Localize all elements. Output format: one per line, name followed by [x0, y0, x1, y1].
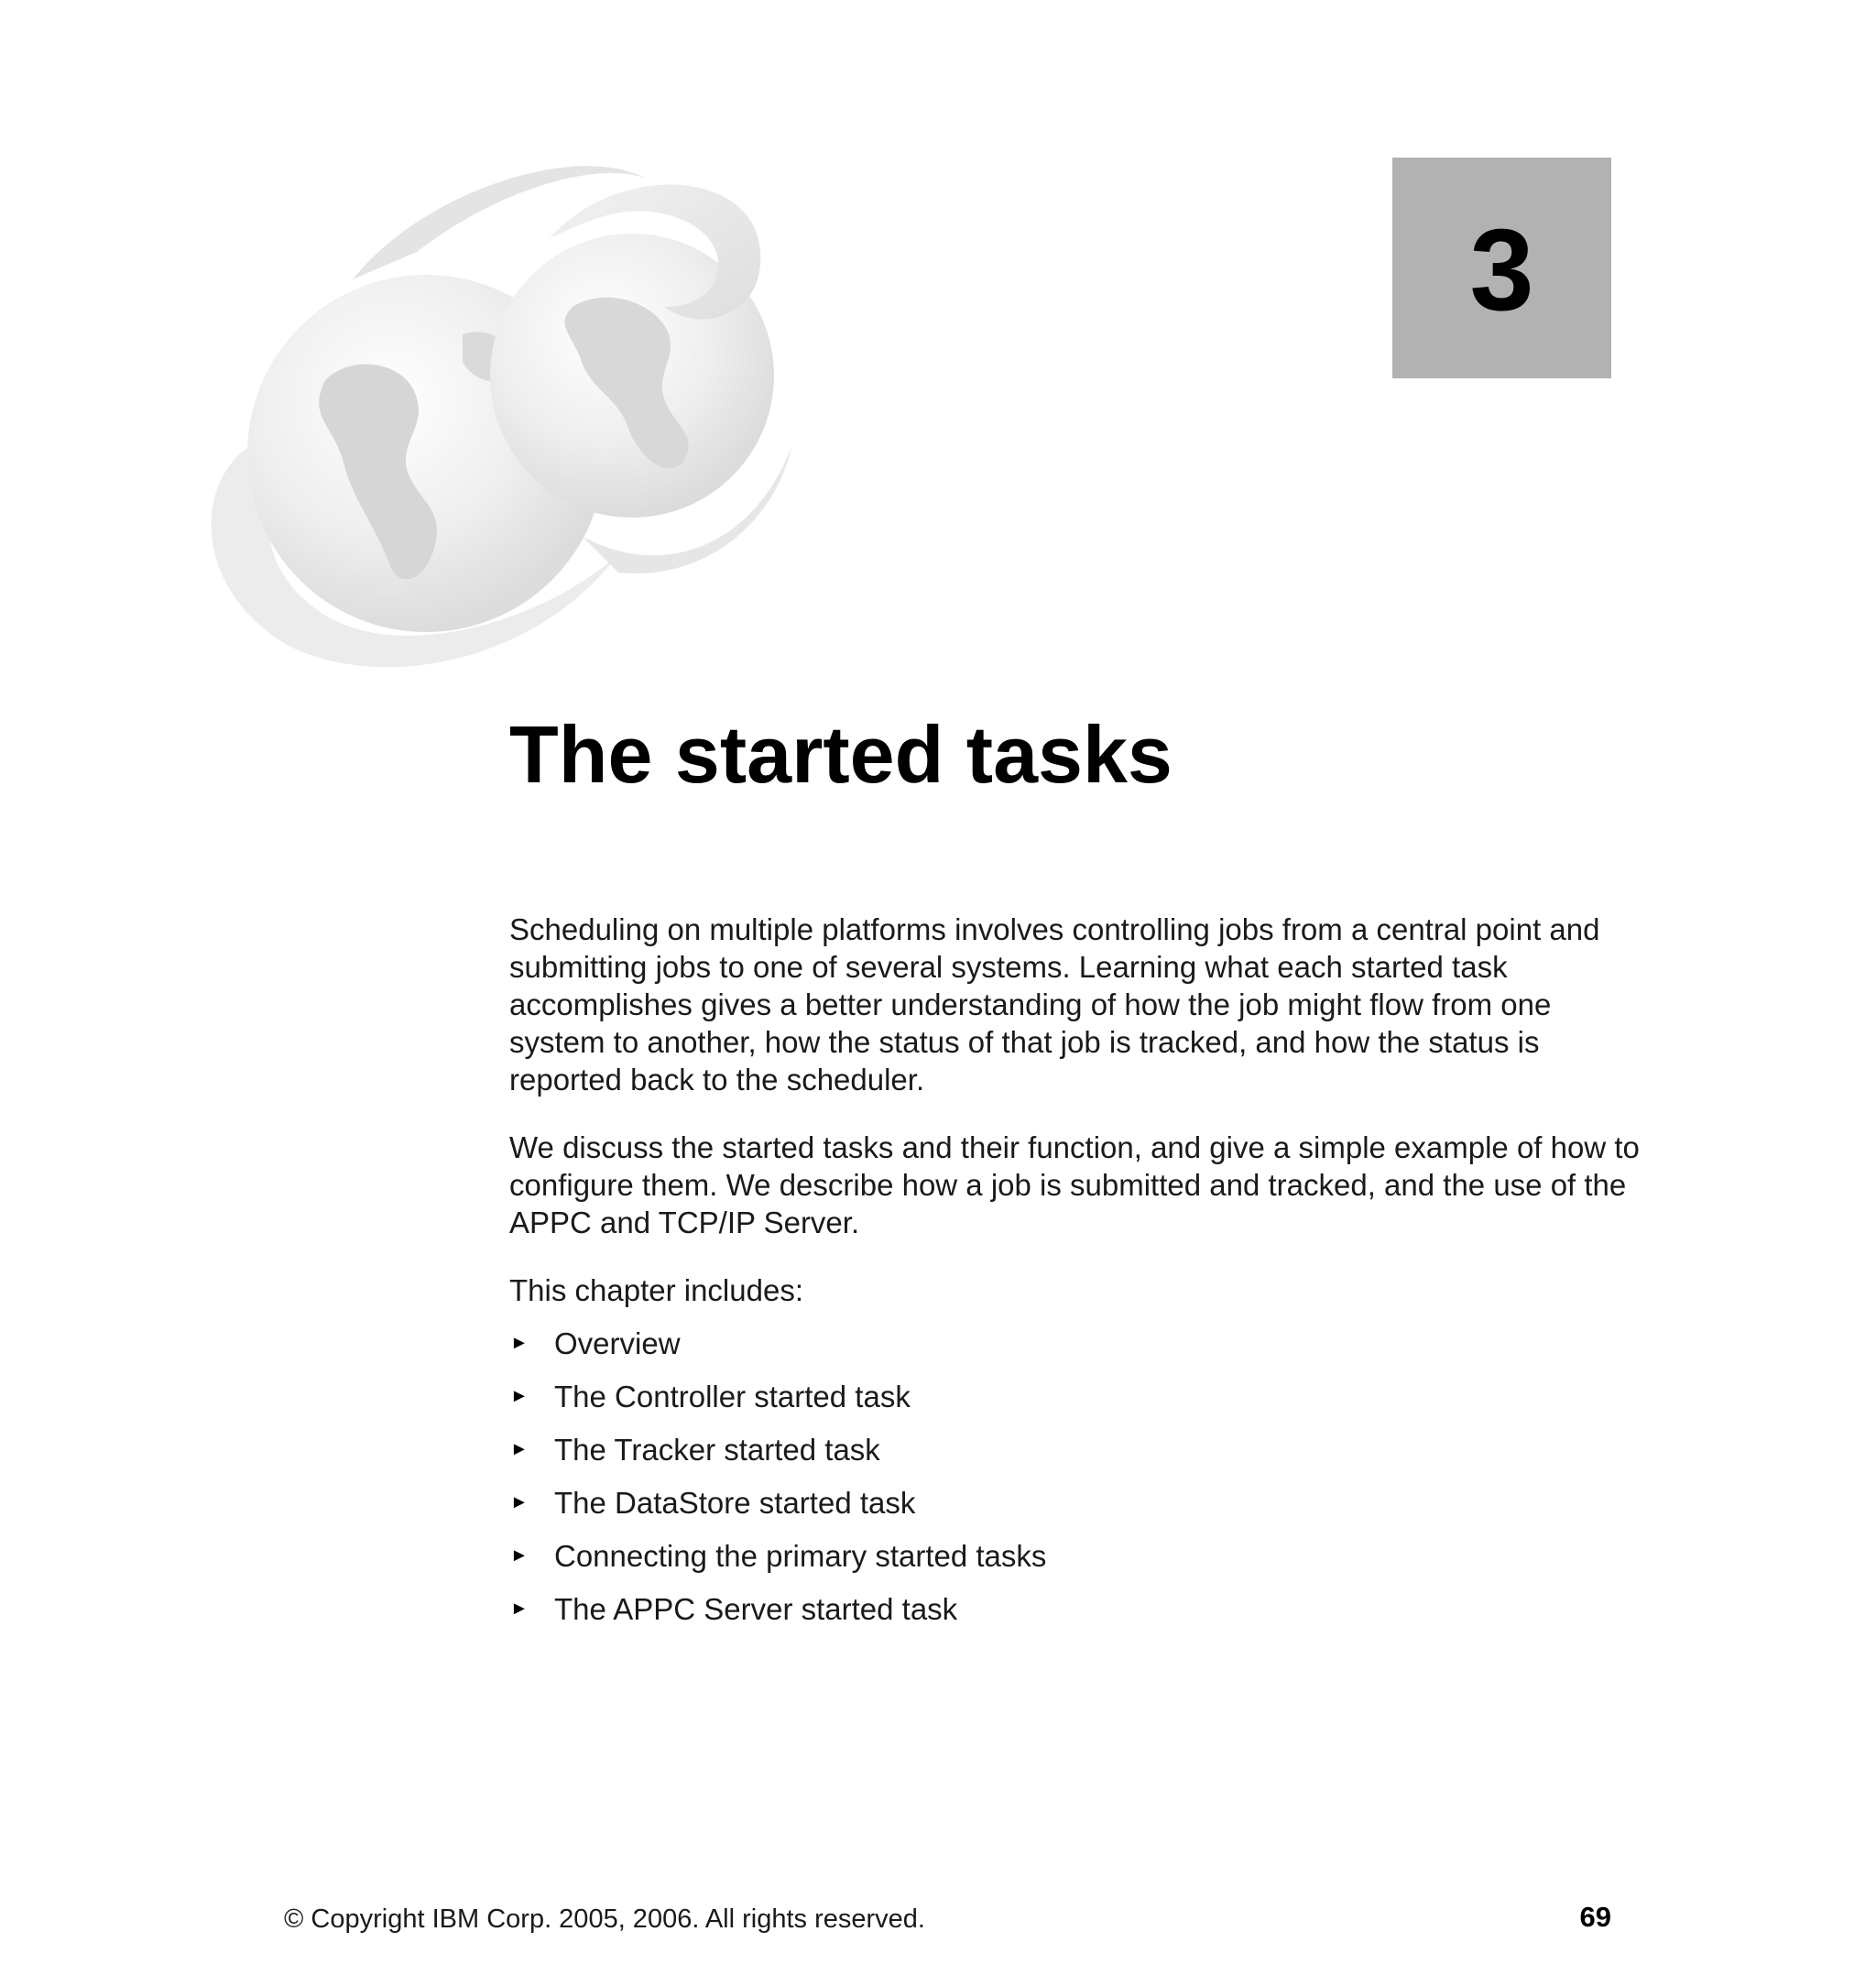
list-item	[509, 1378, 1654, 1415]
list-item	[509, 1431, 1654, 1468]
list-item	[509, 1590, 1654, 1628]
list-item-label: The Tracker started task	[554, 1433, 880, 1467]
bullet-triangle-icon: ►	[510, 1333, 529, 1353]
globe-swirl-logo-icon	[188, 151, 829, 682]
list-item-label: The Controller started task	[554, 1380, 911, 1413]
list-intro: This chapter includes:	[509, 1273, 803, 1307]
bullet-triangle-icon: ►	[510, 1386, 529, 1406]
intro-paragraph: Scheduling on multiple platforms involves controlling jobs from a central point and submitting jobs to one of several systems. Learning what each started task accomplishes gives a better understanding of how the job might flow from one system to another, how the status of that job is tracked, and how the status is reported back to the scheduler.	[509, 912, 1600, 1097]
bullet-triangle-icon: ►	[510, 1545, 529, 1566]
list-item	[509, 1537, 1654, 1575]
chapter-number-box	[1392, 158, 1611, 378]
chapter-title: The started tasks	[509, 709, 1172, 800]
list-item	[509, 1325, 1654, 1362]
list-item	[509, 1484, 1654, 1522]
footer-copyright: © Copyright IBM Corp. 2005, 2006. All rights reserved.	[284, 1904, 925, 1934]
page-number: 69	[1579, 1901, 1611, 1933]
bullet-triangle-icon: ►	[510, 1599, 529, 1619]
bullet-triangle-icon: ►	[510, 1492, 529, 1512]
bullet-triangle-icon: ►	[510, 1439, 529, 1459]
list-item-label: The DataStore started task	[554, 1486, 916, 1520]
list-item-label: Connecting the primary started tasks	[554, 1539, 1047, 1573]
chapter-contents-list	[509, 1325, 1654, 1628]
chapter-intro	[509, 911, 1654, 1643]
intro-paragraph: We discuss the started tasks and their function, and give a simple example of how to configure them. We describe how a job is submitted and tracked, and the use of the APPC and TCP/IP Server.	[509, 1130, 1640, 1239]
list-item-label: The APPC Server started task	[554, 1592, 958, 1626]
chapter-number: 3	[1469, 204, 1534, 334]
list-item-label: Overview	[554, 1326, 681, 1360]
